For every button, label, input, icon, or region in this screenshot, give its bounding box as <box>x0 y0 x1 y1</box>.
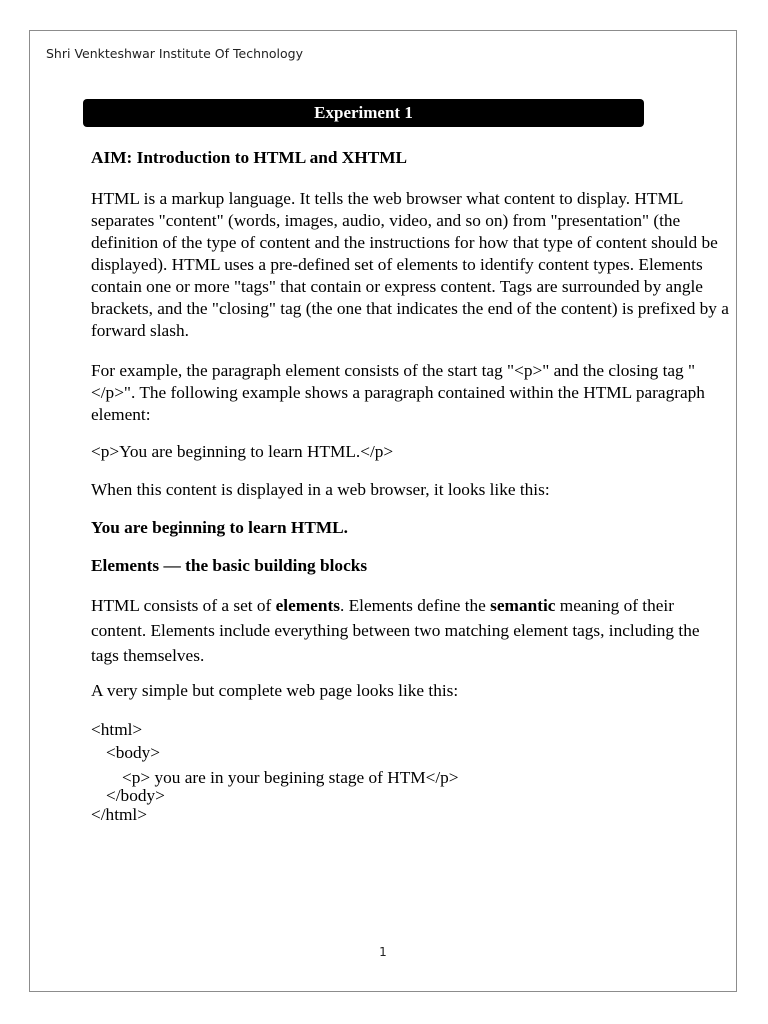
code-example-line: <p>You are beginning to learn HTML.</p> <box>91 442 394 461</box>
elements-paragraph <box>91 593 731 668</box>
elements-text-part3: meaning of their content. Elements include everything between two matching element tags, including the tags themselves. <box>91 596 700 665</box>
rendered-example: You are beginning to learn HTML. <box>91 518 348 537</box>
elements-bold-elements: elements <box>275 596 340 615</box>
institute-header: Shri Venkteshwar Institute Of Technology <box>46 46 304 61</box>
elements-bold-semantic: semantic <box>490 596 556 615</box>
code-line-html-open: <html> <box>91 720 143 739</box>
elements-text-part2: . Elements define the <box>339 596 491 615</box>
document-body <box>91 147 731 826</box>
code-line-body-open: <body> <box>106 743 161 762</box>
elements-heading: Elements — the basic building blocks <box>91 556 368 575</box>
example-paragraph: For example, the paragraph element consists of the start tag "<p>" and the closing tag "</p>". The following example shows a paragraph contained within the HTML paragraph element: <box>91 361 705 424</box>
code-line-html-close: </html> <box>91 805 147 824</box>
display-note: When this content is displayed in a web browser, it looks like this: <box>91 480 550 499</box>
simple-page-paragraph: A very simple but complete web page looks like this: <box>91 681 459 700</box>
code-line-paragraph: <p> you are in your begining stage of HTM</p> <box>122 768 459 787</box>
intro-paragraph: HTML is a markup language. It tells the web browser what content to display. HTML separates "content" (words, images, audio, video, and so on) from "presentation" (the definition of the type of content and the instructions for how that type of content should be displayed). HTML uses a pre-defined set of elements to identify content types. Elements contain one or more "tags" that contain or express content. Tags are surrounded by angle brackets, and the "closing" tag (the one that indicates the end of the content) is prefixed by a forward slash. <box>91 189 729 340</box>
elements-text-part1: HTML consists of a set of <box>91 596 276 615</box>
aim-heading: AIM: Introduction to HTML and XHTML <box>91 148 408 167</box>
page-number: 1 <box>379 945 387 959</box>
code-line-body-close: </body> <box>106 786 165 805</box>
experiment-title: Experiment 1 <box>83 99 644 127</box>
code-block <box>91 718 731 826</box>
document-page <box>29 30 737 992</box>
